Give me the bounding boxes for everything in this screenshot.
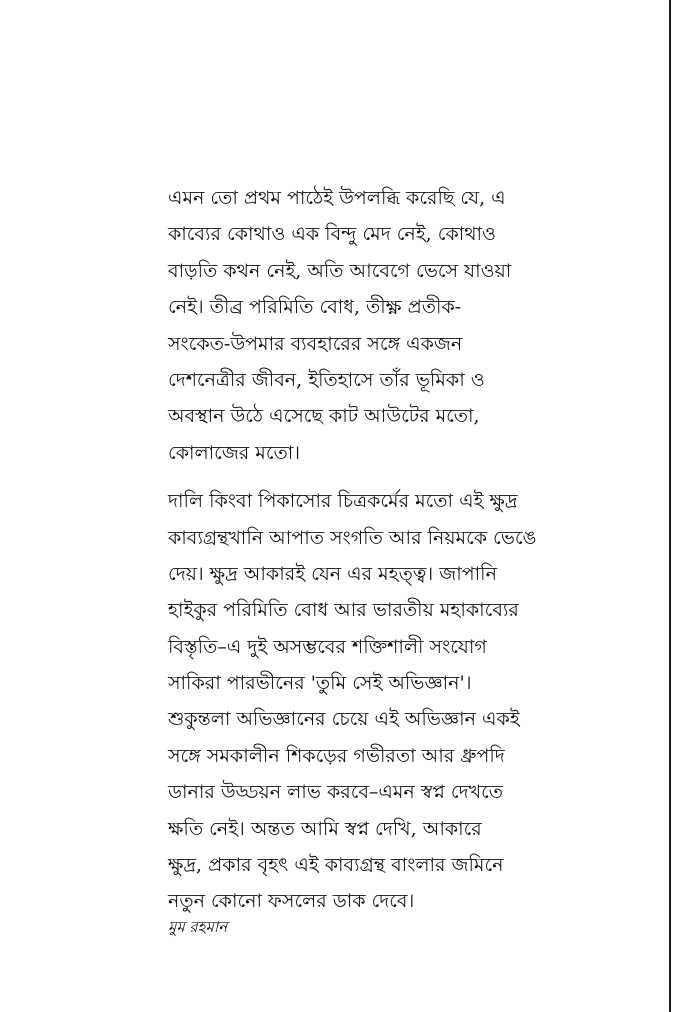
text-line: নতুন কোনো ফসলের ডাক দেবে। — [168, 890, 415, 913]
paragraph-2 — [168, 483, 568, 920]
text-line: ডানার উড্ডয়ন লাভ করবে–এমন স্বপ্ন দেখতে — [168, 781, 503, 804]
text-line: ক্ষুদ্র, প্রকার বৃহৎ এই কাব্যগ্রন্থ বাংলার জমিনে — [168, 854, 504, 877]
author-signature: মুম রহমান — [168, 918, 228, 936]
body-text — [168, 180, 568, 920]
text-line: বিস্তৃতি–এ দুই অসম্ভবের শক্তিশালী সংযোগ — [168, 635, 487, 658]
text-line: কোলাজের মতো। — [168, 441, 301, 464]
text-line: দালি কিংবা পিকাসোর চিত্রকর্মের মতো এই ক্ষুদ্র — [168, 490, 518, 513]
text-line: হাইকুর পরিমিতি বোধ আর ভারতীয় মহাকাব্যের — [168, 599, 519, 622]
text-line: কাব্যগ্রন্থখানি আপাত সংগতি আর নিয়মকে ভেঙে — [168, 526, 537, 549]
text-line: এমন তো প্রথম পাঠেই উপলব্ধি করেছি যে, এ — [168, 187, 506, 209]
text-line: সংকেত-উপমার ব্যবহারের সঙ্গে একজন — [168, 332, 463, 355]
text-line: দেশনেত্রীর জীবন, ইতিহাসে তাঁর ভূমিকা ও — [168, 368, 485, 391]
text-line: শুকুন্তলা অভিজ্ঞানের চেয়ে এই অভিজ্ঞান একই — [168, 708, 520, 731]
text-line: সঙ্গে সমকালীন শিকড়ের গভীরতা আর ধ্রুপদি — [168, 744, 505, 767]
paragraph-1 — [168, 180, 568, 471]
text-line: নেই। তীব্র পরিমিতি বোধ, তীক্ষ্ণ প্রতীক- — [168, 296, 462, 319]
text-line: বাড়তি কথন নেই, অতি আবেগে ভেসে যাওয়া — [168, 259, 512, 282]
text-line: সাকিরা পারভীনের 'তুমি সেই অভিজ্ঞান'। — [168, 672, 472, 695]
text-line: ক্ষতি নেই। অন্তত আমি স্বপ্ন দেখি, আকারে — [168, 817, 482, 840]
text-line: কাব্যের কোথাও এক বিন্দু মেদ নেই, কোথাও — [168, 223, 497, 246]
page-edge-rule — [669, 0, 671, 1012]
text-line: অবস্থান উঠে এসেছে কাট আউটের মতো, — [168, 405, 480, 428]
text-line: দেয়। ক্ষুদ্র আকারই যেন এর মহত্ত্ব। জাপানি — [168, 562, 497, 585]
